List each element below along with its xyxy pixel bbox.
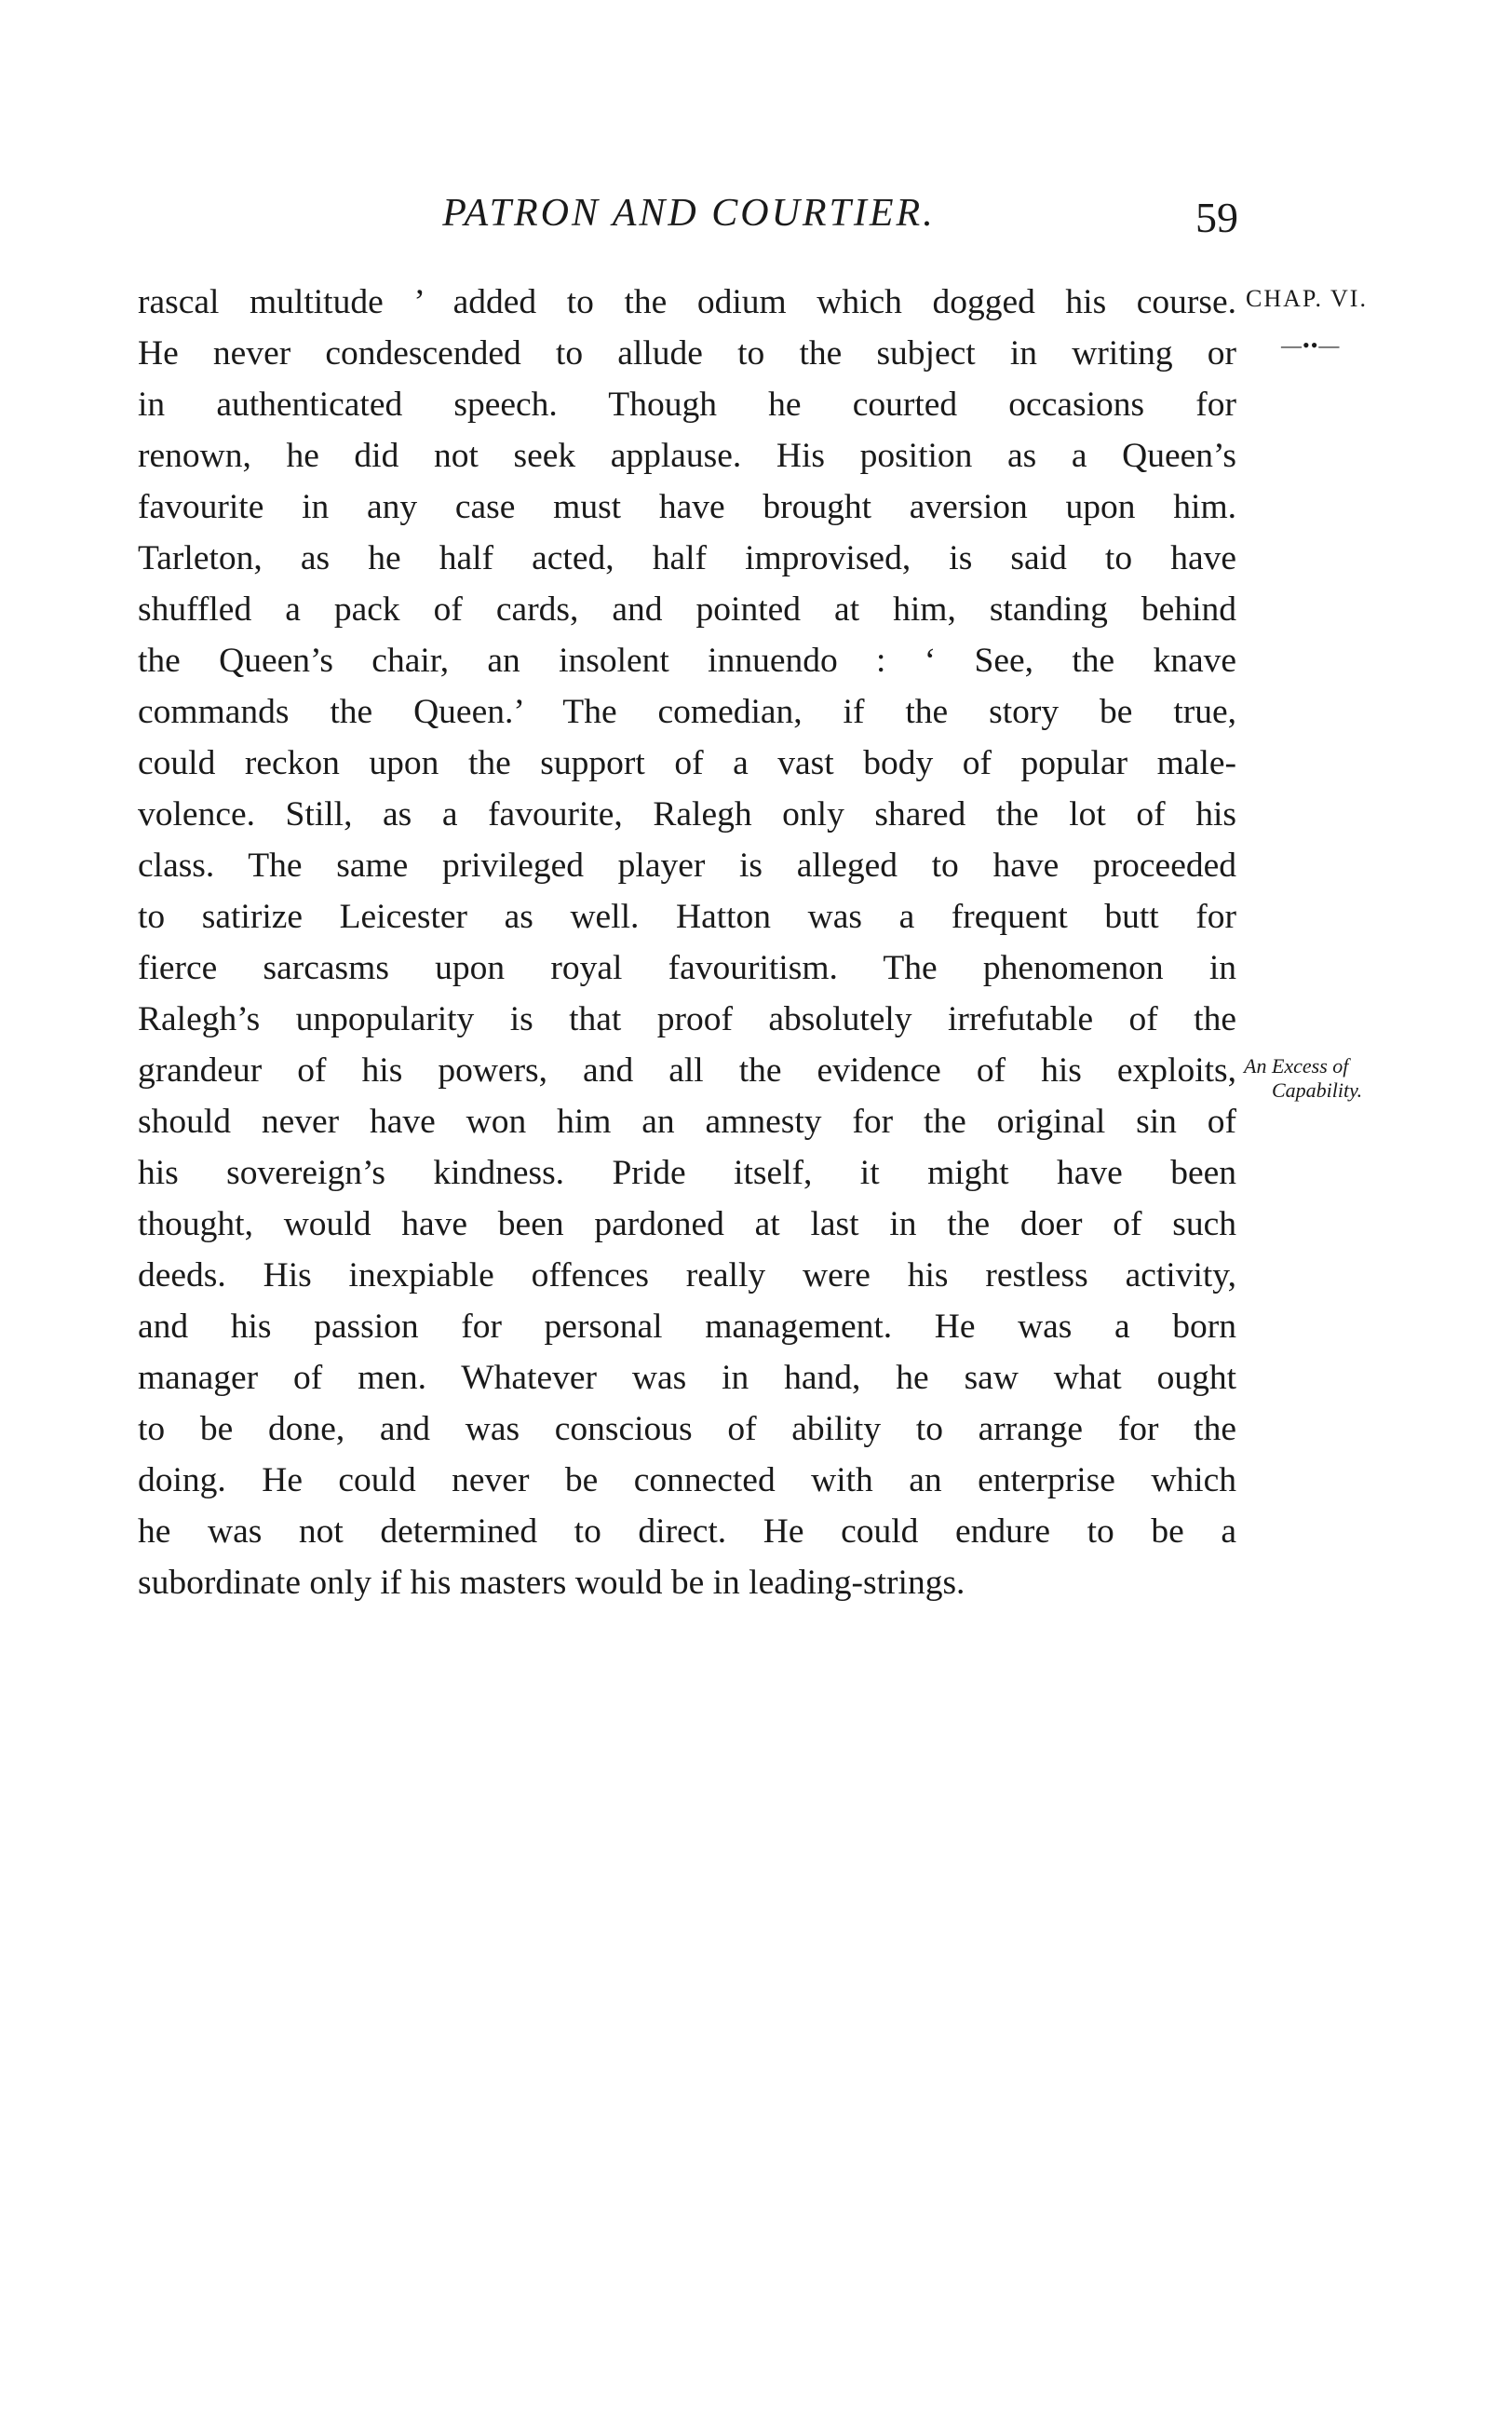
body-paragraph	[138, 277, 1236, 1608]
text-line: favourite in any case must have brought aversion upon him.	[138, 488, 1236, 526]
text-line: shuffled a pack of cards, and pointed at him, standing behind	[138, 590, 1236, 629]
running-title: PATRON AND COURTIER.	[442, 192, 936, 235]
text-line: manager of men. Whatever was in hand, he saw what ought	[138, 1359, 1236, 1397]
text-line: commands the Queen.’ The comedian, if the story be true,	[138, 693, 1236, 731]
text-line: deeds. His inexpiable offences really were his restless activity,	[138, 1256, 1236, 1295]
text-line: He never condescended to allude to the subject in writing or	[138, 334, 1236, 373]
text-line: rascal multitude ’ added to the odium which dogged his course.	[138, 283, 1236, 321]
text-line: his sovereign’s kindness. Pride itself, it might have been	[138, 1154, 1236, 1192]
text-line: renown, he did not seek applause. His position as a Queen’s	[138, 437, 1236, 475]
page-number: 59	[1195, 194, 1238, 241]
text-line: thought, would have been pardoned at last in the doer of such	[138, 1205, 1236, 1243]
text-line: to be done, and was conscious of ability to arrange for the	[138, 1410, 1236, 1448]
text-line: subordinate only if his masters would be in leading-strings.	[138, 1564, 965, 1602]
marginal-sidenote	[1244, 1054, 1430, 1103]
text-line: could reckon upon the support of a vast body of popular male-	[138, 744, 1236, 782]
running-head	[140, 191, 1238, 247]
text-line: doing. He could never be connected with an enterprise which	[138, 1461, 1236, 1499]
text-line: volence. Still, as a favourite, Ralegh only shared the lot of his	[138, 795, 1236, 834]
text-line: and his passion for personal management. He was a born	[138, 1308, 1236, 1346]
text-line: fierce sarcasms upon royal favouritism. The phenomenon in	[138, 949, 1236, 987]
text-line: the Queen’s chair, an insolent innuendo : ‘ See, the knave	[138, 642, 1236, 680]
chapter-marker: CHAP. VI.	[1246, 285, 1368, 312]
text-line: in authenticated speech. Though he courted occasions for	[138, 386, 1236, 424]
text-line: should never have won him an amnesty for the original sin of	[138, 1103, 1236, 1141]
text-line: to satirize Leicester as well. Hatton was a frequent butt for	[138, 898, 1236, 936]
ornament-dash: —••—	[1281, 333, 1341, 357]
text-line: he was not determined to direct. He could endure to be a	[138, 1512, 1236, 1551]
text-line: grandeur of his powers, and all the evidence of his exploits,	[138, 1051, 1236, 1090]
text-line: Ralegh’s unpopularity is that proof absolutely irrefutable of the	[138, 1000, 1236, 1038]
sidenote-line-1: An Excess of	[1244, 1054, 1349, 1078]
text-line: class. The same privileged player is alleged to have proceeded	[138, 847, 1236, 885]
text-line: Tarleton, as he half acted, half improvised, is said to have	[138, 539, 1236, 577]
sidenote-line-2: Capability.	[1272, 1078, 1363, 1102]
